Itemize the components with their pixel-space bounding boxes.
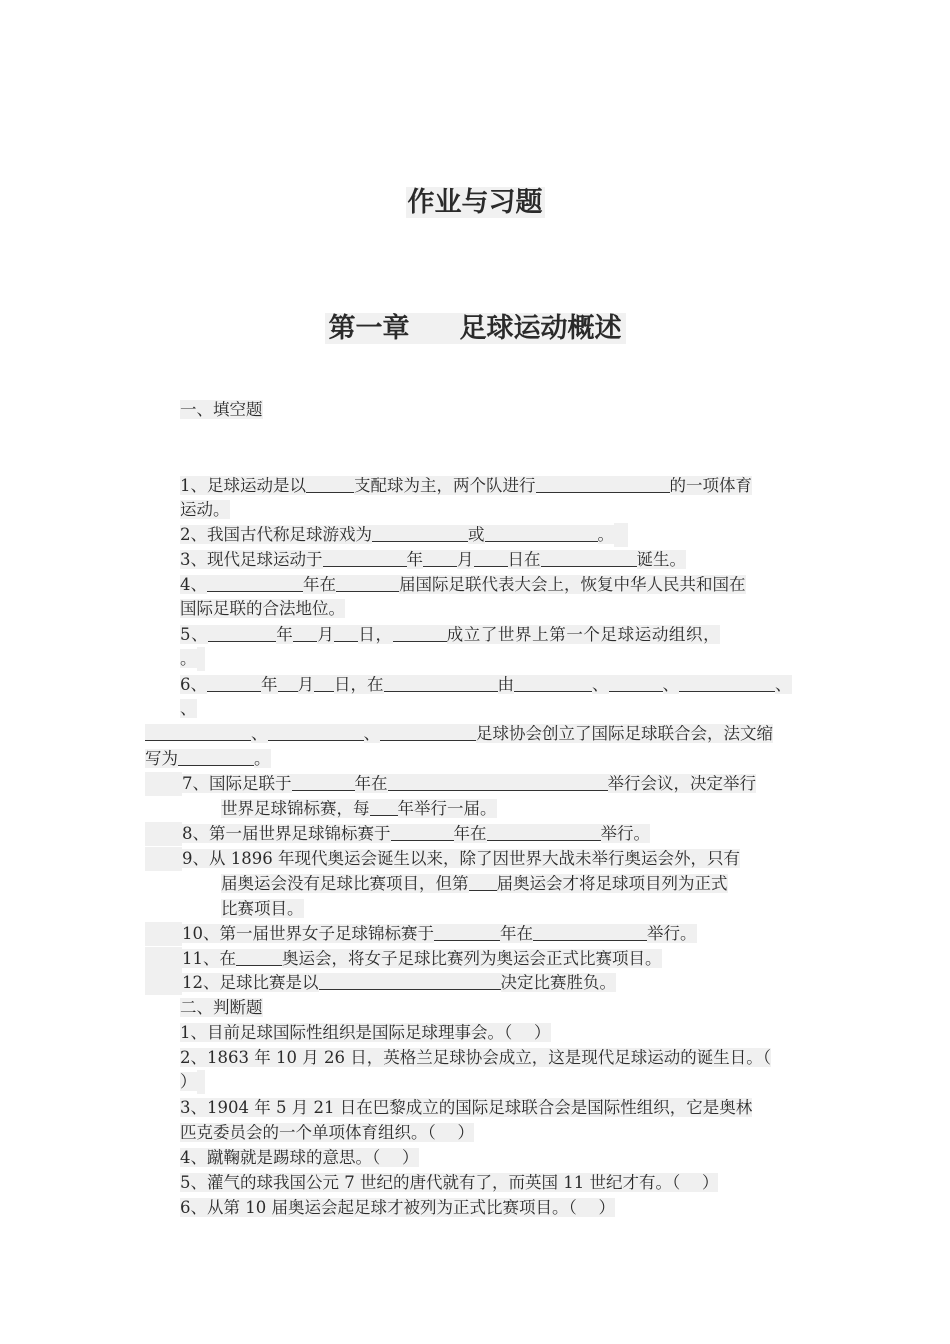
question-9-cont: 届奥运会没有足球比赛项目，但第 届奥运会才将足球项目列为正式 [221, 874, 728, 893]
answer-blank[interactable] [292, 774, 355, 791]
judge-6: 6、从第 10 届奥运会起足球才被列为正式比赛项目。（ ） [180, 1198, 615, 1217]
answer-blank[interactable] [485, 525, 598, 542]
judge-3: 3、1904 年 5 月 21 日在巴黎成立的国际足球联合会是国际性组织，它是奥林 [180, 1098, 753, 1117]
answer-blank[interactable] [391, 824, 454, 841]
question-1: 1、足球运动是以 支配球为主，两个队进行 的一项体育 [180, 476, 752, 495]
answer-blank[interactable] [293, 625, 317, 642]
question-5-cont: 。 [180, 647, 205, 671]
section-heading-fill: 一、填空题 [180, 400, 263, 419]
answer-blank[interactable] [609, 675, 663, 692]
answer-blank[interactable] [278, 675, 298, 692]
answer-blank[interactable] [314, 675, 334, 692]
answer-blank[interactable] [319, 973, 501, 990]
answer-blank[interactable] [679, 675, 775, 692]
document-title: 作业与习题 [407, 187, 543, 218]
question-12: 12、足球比赛是以 决定比赛胜负。 [145, 971, 616, 995]
question-10: 10、第一届世界女子足球锦标赛于 年在 举行。 [145, 922, 697, 946]
answer-blank[interactable] [306, 476, 354, 493]
question-9: 9、从 1896 年现代奥运会诞生以来，除了因世界大战未举行奥运会外，只有 [145, 847, 740, 871]
question-11: 11、在 奥运会，将女子足球比赛列为奥运会正式比赛项目。 [145, 947, 662, 971]
judge-1: 1、目前足球国际性组织是国际足球理事会。（ ） [180, 1023, 551, 1042]
question-6: 6、 年 月 日，在 由 、 、 、 [180, 675, 792, 694]
question-3: 3、现代足球运动于 年 月 日在 诞生。 [180, 550, 686, 569]
answer-blank[interactable] [536, 476, 670, 493]
answer-blank[interactable] [474, 550, 508, 567]
judge-4: 4、蹴鞠就是踢球的意思。（ ） [180, 1148, 419, 1167]
answer-blank[interactable] [178, 749, 254, 766]
answer-blank[interactable] [434, 924, 500, 941]
question-7: 7、国际足联于 年在 举行会议，决定举行 [145, 772, 756, 796]
question-6-cont: 、 [180, 699, 197, 718]
question-6-cont3: 写为 。 [145, 749, 271, 768]
answer-blank[interactable] [487, 824, 601, 841]
answer-blank[interactable] [388, 774, 608, 791]
answer-blank[interactable] [372, 525, 468, 542]
answer-blank[interactable] [145, 724, 251, 741]
answer-blank[interactable] [207, 675, 261, 692]
question-5: 5、 年 月 日， 成立了世界上第一个足球运动组织， [180, 625, 721, 644]
answer-blank[interactable] [423, 550, 457, 567]
question-7-cont: 世界足球锦标赛，每 年举行一届。 [221, 799, 497, 818]
section-heading-judge: 二、判断题 [180, 998, 263, 1017]
chapter-name: 足球运动概述 [459, 313, 622, 344]
answer-blank[interactable] [236, 949, 282, 966]
answer-blank[interactable] [393, 625, 447, 642]
question-4: 4、 年在 届国际足联代表大会上，恢复中华人民共和国在 [180, 575, 746, 594]
answer-blank[interactable] [384, 675, 498, 692]
question-1-cont: 运动。 [180, 500, 230, 519]
answer-blank[interactable] [268, 724, 364, 741]
question-2: 2、我国古代称足球游戏为 或 。 [180, 523, 628, 547]
chapter-number: 第一章 [328, 313, 410, 344]
judge-2: 2、1863 年 10 月 26 日，英格兰足球协会成立，这是现代足球运动的诞生日。（ [180, 1048, 771, 1067]
answer-blank[interactable] [514, 675, 592, 692]
answer-blank[interactable] [541, 550, 637, 567]
answer-blank[interactable] [323, 550, 407, 567]
judge-5: 5、灌气的球我国公元 7 世纪的唐代就有了，而英国 11 世纪才有。（ ） [180, 1173, 719, 1192]
answer-blank[interactable] [336, 575, 399, 592]
judge-3-cont: 匹克委员会的一个单项体育组织。（ ） [180, 1123, 474, 1142]
answer-blank[interactable] [380, 724, 476, 741]
answer-blank[interactable] [469, 874, 497, 891]
question-4-cont: 国际足联的合法地位。 [180, 599, 345, 618]
judge-2-cont: ） [180, 1070, 205, 1094]
answer-blank[interactable] [208, 625, 276, 642]
chapter-title [0, 306, 950, 345]
answer-blank[interactable] [334, 625, 358, 642]
answer-blank[interactable] [207, 575, 303, 592]
question-8: 8、第一届世界足球锦标赛于 年在 举行。 [145, 822, 650, 846]
question-9-cont2: 比赛项目。 [221, 899, 304, 918]
answer-blank[interactable] [533, 924, 647, 941]
answer-blank[interactable] [370, 799, 398, 816]
question-6-cont2: 、 、 足球协会创立了国际足球联合会，法文缩 [145, 722, 773, 746]
